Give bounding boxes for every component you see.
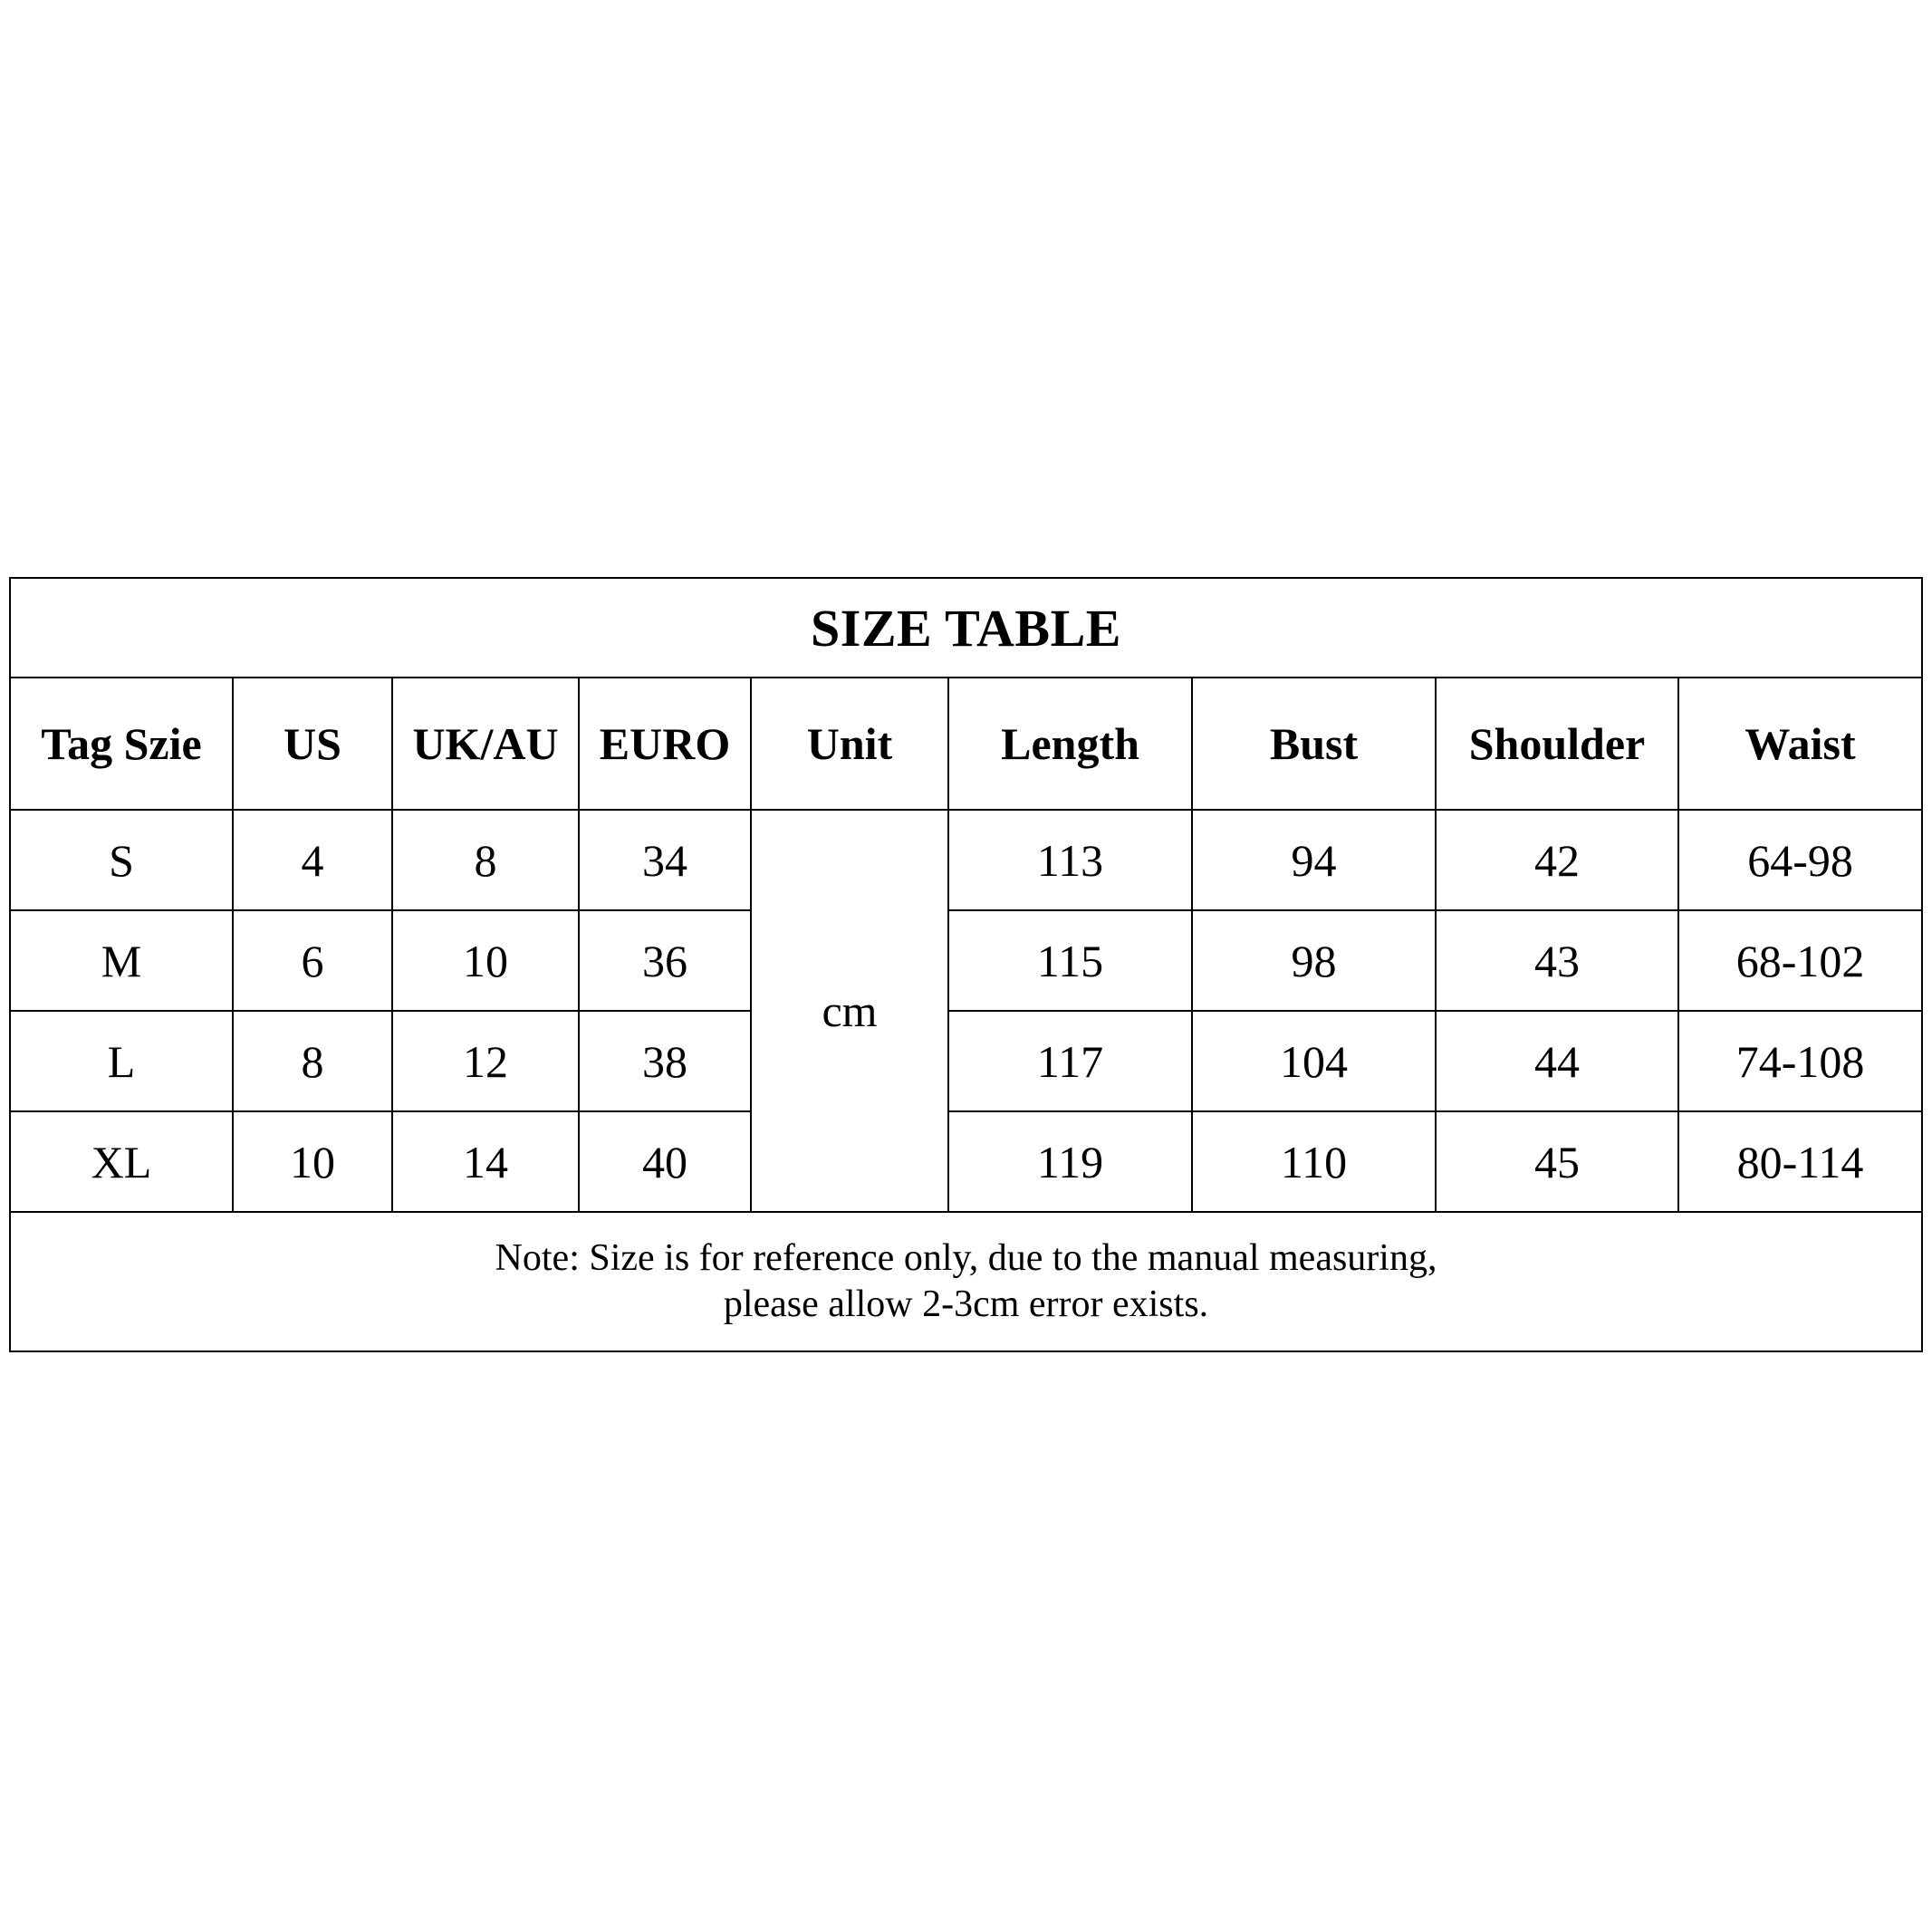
cell-us: 4 [233, 810, 392, 910]
header-bust: Bust [1192, 678, 1436, 810]
table-row [10, 1011, 1922, 1111]
title-row [10, 578, 1922, 678]
cell-uk-au: 12 [392, 1011, 579, 1111]
cell-shoulder: 42 [1436, 810, 1678, 910]
cell-shoulder: 43 [1436, 910, 1678, 1011]
cell-euro: 36 [579, 910, 751, 1011]
table-row [10, 1111, 1922, 1212]
header-euro: EURO [579, 678, 751, 810]
cell-us: 10 [233, 1111, 392, 1212]
cell-length: 113 [948, 810, 1192, 910]
cell-unit: cm [751, 810, 948, 1212]
cell-length: 115 [948, 910, 1192, 1011]
size-table [9, 577, 1923, 1352]
cell-bust: 110 [1192, 1111, 1436, 1212]
cell-euro: 34 [579, 810, 751, 910]
cell-tag: M [10, 910, 233, 1011]
table-row [10, 810, 1922, 910]
cell-tag: XL [10, 1111, 233, 1212]
note-line-2: please allow 2-3cm error exists. [723, 1283, 1209, 1325]
cell-uk-au: 14 [392, 1111, 579, 1212]
header-waist: Waist [1678, 678, 1922, 810]
cell-bust: 104 [1192, 1011, 1436, 1111]
header-tag-size: Tag Szie [10, 678, 233, 810]
cell-euro: 38 [579, 1011, 751, 1111]
note-line-1: Note: Size is for reference only, due to the manual measuring, [495, 1237, 1437, 1279]
cell-shoulder: 44 [1436, 1011, 1678, 1111]
note [10, 1212, 1922, 1351]
cell-uk-au: 8 [392, 810, 579, 910]
cell-waist: 74-108 [1678, 1011, 1922, 1111]
cell-bust: 98 [1192, 910, 1436, 1011]
table-row [10, 910, 1922, 1011]
header-length: Length [948, 678, 1192, 810]
cell-us: 6 [233, 910, 392, 1011]
cell-us: 8 [233, 1011, 392, 1111]
header-unit: Unit [751, 678, 948, 810]
cell-tag: L [10, 1011, 233, 1111]
cell-uk-au: 10 [392, 910, 579, 1011]
cell-waist: 68-102 [1678, 910, 1922, 1011]
table-title: SIZE TABLE [10, 578, 1922, 678]
cell-tag: S [10, 810, 233, 910]
cell-waist: 64-98 [1678, 810, 1922, 910]
cell-bust: 94 [1192, 810, 1436, 910]
header-us: US [233, 678, 392, 810]
header-row [10, 678, 1922, 810]
cell-length: 119 [948, 1111, 1192, 1212]
cell-length: 117 [948, 1011, 1192, 1111]
note-row [10, 1212, 1922, 1351]
cell-euro: 40 [579, 1111, 751, 1212]
header-uk-au: UK/AU [392, 678, 579, 810]
cell-waist: 80-114 [1678, 1111, 1922, 1212]
header-shoulder: Shoulder [1436, 678, 1678, 810]
cell-shoulder: 45 [1436, 1111, 1678, 1212]
